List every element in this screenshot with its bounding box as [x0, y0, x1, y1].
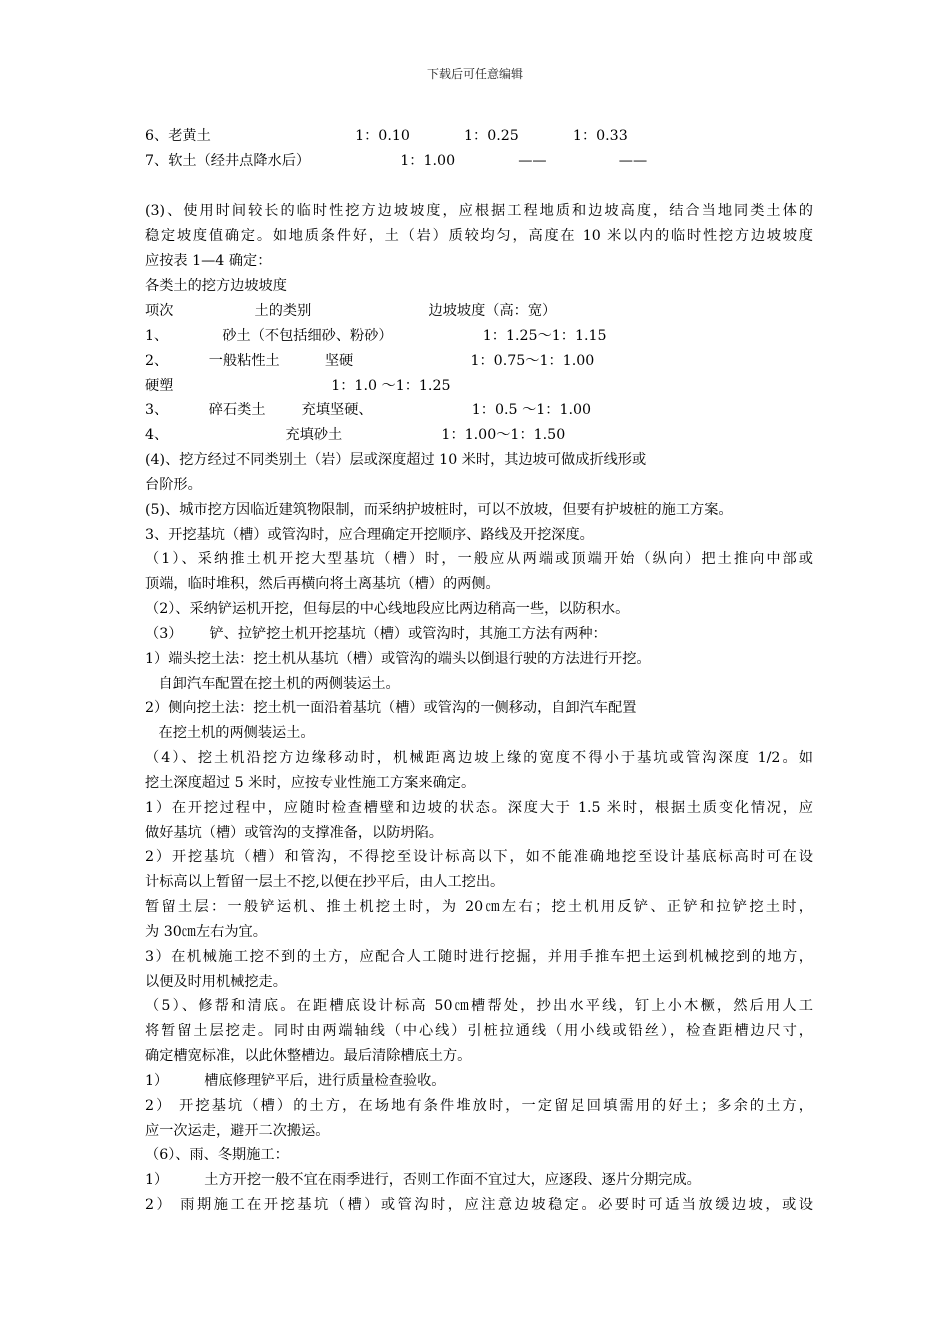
- text-line: 1） 槽底修理铲平后，进行质量检查验收。: [145, 1073, 446, 1089]
- text-line: 1）在开挖过程中，应随时检查槽壁和边坡的状态。深度大于 1.5 米时，根据土质变化情况，应: [145, 800, 813, 816]
- table-header: 项次 土的类别 边坡坡度（高：宽）: [145, 303, 557, 319]
- text-line: (4)、挖方经过不同类别土（岩）层或深度超过 10 米时，其边坡可做成折线形或: [145, 452, 647, 468]
- text-line: 2） 雨期施工在开挖基坑（槽）或管沟时，应注意边坡稳定。必要时可适当放缓边坡，或设: [145, 1197, 813, 1213]
- text-line: 2）侧向挖土法：挖土机一面沿着基坑（槽）或管沟的一侧移动，自卸汽车配置: [145, 700, 637, 716]
- text-line: 2） 开挖基坑（槽）的土方，在场地有条件堆放时，一定留足回填需用的好土；多余的土方，: [145, 1098, 813, 1114]
- table-row: 1、 砂土（不包括细砂、粉砂） 1：1.25～1：1.15: [145, 328, 607, 344]
- text-line: 应按表 1—4 确定：: [145, 253, 272, 269]
- text-line: （5）、修帮和清底。在距槽底设计标高 50㎝槽帮处，抄出水平线，钉上小木橛，然后用人工: [145, 998, 813, 1014]
- text-line: 2）开挖基坑（槽）和管沟，不得挖至设计标高以下，如不能准确地挖至设计基底标高时可在设: [145, 849, 813, 865]
- text-line: 7、软土（经井点降水后） 1：1.00 —— ——: [145, 153, 648, 169]
- text-line: 自卸汽车配置在挖土机的两侧装运土。: [145, 676, 400, 692]
- text-line: 在挖土机的两侧装运土。: [145, 725, 315, 741]
- text-line: 应一次运走，避开二次搬运。: [145, 1123, 330, 1139]
- table-row: 3、 碎石类土 充填坚硬、 1：0.5 ～1：1.00: [145, 402, 592, 418]
- text-line: 暂留土层：一般铲运机、推土机挖土时，为 20㎝左右；挖土机用反铲、正铲和拉铲挖土时，: [145, 899, 813, 915]
- text-line: 1）端头挖土法：挖土机从基坑（槽）或管沟的端头以倒退行驶的方法进行开挖。: [145, 651, 651, 667]
- text-line: 3）在机械施工挖不到的土方，应配合人工随时进行挖掘，并用手推车把土运到机械挖到的地方，: [145, 949, 813, 965]
- text-line: 6、老黄土 1：0.10 1：0.25 1：0.33: [145, 128, 628, 144]
- text-line: 1） 土方开挖一般不宜在雨季进行，否则工作面不宜过大，应逐段、逐片分期完成。: [145, 1172, 701, 1188]
- text-line: （2）、采纳铲运机开挖，但每层的中心线地段应比两边稍高一些，以防积水。: [145, 601, 630, 617]
- text-line: 顶端，临时堆积，然后再横向将土离基坑（槽）的两侧。: [145, 576, 500, 592]
- text-line: 做好基坑（槽）或管沟的支撑准备，以防坍陷。: [145, 825, 443, 841]
- table-caption: 各类土的挖方边坡坡度: [145, 278, 287, 294]
- table-row: 4、 充填砂土 1：1.00～1：1.50: [145, 427, 566, 443]
- text-line: (5)、城市挖方因临近建筑物限制，而采纳护坡桩时，可以不放坡，但要有护坡桩的施工方案。: [145, 502, 733, 518]
- text-line: 确定槽宽标准，以此休整槽边。最后清除槽底土方。: [145, 1048, 472, 1064]
- text-line: 将暂留土层挖走。同时由两端轴线（中心线）引桩拉通线（用小线或铅丝），检查距槽边尺寸，: [145, 1023, 813, 1039]
- table-row: 硬塑 1：1.0 ～1：1.25: [145, 378, 451, 394]
- text-line: 挖土深度超过 5 米时，应按专业性施工方案来确定。: [145, 775, 476, 791]
- text-line: （3） 铲、拉铲挖土机开挖基坑（槽）或管沟时，其施工方法有两种：: [145, 626, 607, 642]
- text-line: （1）、采纳推土机开挖大型基坑（槽）时，一般应从两端或顶端开始（纵向）把土推向中部或: [145, 551, 813, 567]
- text-line: 台阶形。: [145, 477, 202, 493]
- text-line: 计标高以上暂留一层土不挖,以便在抄平后，由人工挖出。: [145, 874, 505, 890]
- text-line: (3)、使用时间较长的临时性挖方边坡坡度，应根据工程地质和边坡高度，结合当地同类土体的: [145, 203, 813, 219]
- text-line: 以便及时用机械挖走。: [145, 974, 287, 990]
- text-line: （6）、雨、冬期施工：: [145, 1147, 289, 1163]
- page-header: 下载后可任意编辑: [426, 67, 523, 81]
- text-line: （4）、挖土机沿挖方边缘移动时，机械距离边坡上缘的宽度不得小于基坑或管沟深度 1/2。如: [145, 750, 813, 766]
- text-line: 3、开挖基坑（槽）或管沟时，应合理确定开挖顺序、路线及开挖深度。: [145, 527, 594, 543]
- text-line: 稳定坡度值确定。如地质条件好，土（岩）质较均匀，高度在 10 米以内的临时性挖方边坡坡度: [145, 228, 813, 244]
- text-line: 为 30㎝左右为宜。: [145, 924, 267, 940]
- table-row: 2、 一般粘性土 坚硬 1：0.75～1：1.00: [145, 353, 595, 369]
